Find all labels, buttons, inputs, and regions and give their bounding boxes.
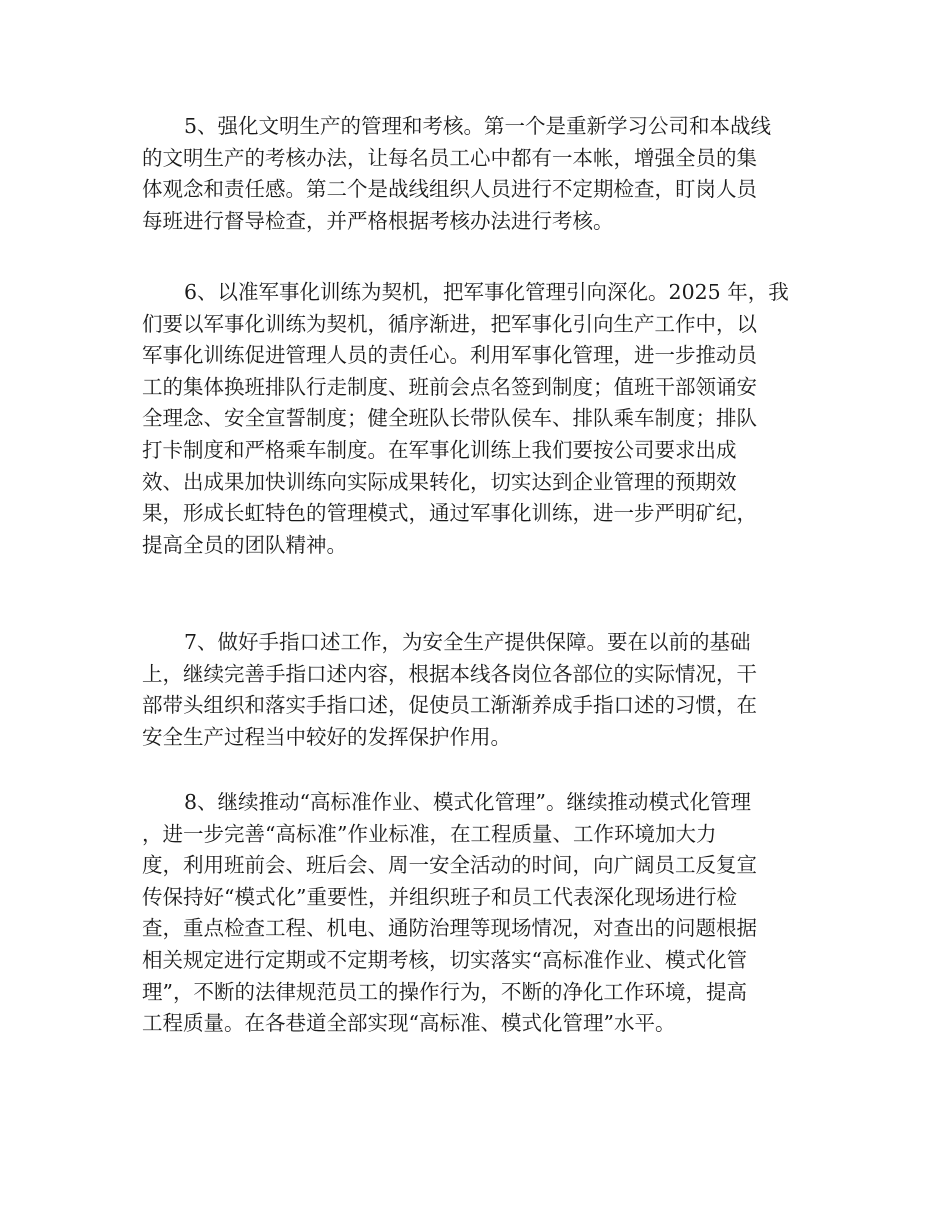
text-line: 打卡制度和严格乘车制度。在军事化训练上我们要按公司要求出成 <box>142 437 737 462</box>
text-line: 查，重点检查工程、机电、通防治理等现场情况，对查出的问题根据 <box>142 916 757 941</box>
text-line: 度，利用班前会、班后会、周一安全活动的时间，向广阔员工反复宣 <box>142 853 757 878</box>
text-line: 提高全员的团队精神。 <box>142 532 347 557</box>
text-line: 部带头组织和落实手指口述，促使员工渐渐养成手指口述的习惯，在 <box>142 693 757 718</box>
paragraph-7 <box>142 627 757 753</box>
text-line: 相关规定进行定期或不定期考核，切实落实“高标准作业、模式化管 <box>142 947 747 972</box>
paragraph-6 <box>142 277 789 561</box>
text-line: 每班进行督导检查，并严格根据考核办法进行考核。 <box>142 208 614 233</box>
text-line: 们要以军事化训练为契机，循序渐进，把军事化引向生产工作中，以 <box>142 311 757 336</box>
text-line: 工程质量。在各巷道全部实现“高标准、模式化管理”水平。 <box>142 1011 676 1036</box>
paragraph-5 <box>142 111 771 237</box>
text-line: 果，形成长虹特色的管理模式，通过军事化训练，进一步严明矿纪， <box>142 501 757 526</box>
text-line: 5、强化文明生产的管理和考核。第一个是重新学习公司和本战线 <box>184 114 772 138</box>
text-line: 体观念和责任感。第二个是战线组织人员进行不定期检查，盯岗人员 <box>142 177 757 202</box>
text-line: 军事化训练促进管理人员的责任心。利用军事化管理，进一步推动员 <box>142 343 757 368</box>
text-line: 传保持好“模式化”重要性，并组织班子和员工代表深化现场进行检 <box>142 884 737 909</box>
text-line: 理”，不断的法律规范员工的操作行为，不断的净化工作环境，提高 <box>142 979 747 1004</box>
text-line: 上，继续完善手指口述内容，根据本线各岗位各部位的实际情况，干 <box>142 661 757 686</box>
text-line: 全理念、安全宣誓制度；健全班队长带队侯车、排队乘车制度；排队 <box>142 406 757 431</box>
text-line: 的文明生产的考核办法，让每名员工心中都有一本帐，增强全员的集 <box>142 145 757 170</box>
text-line: 安全生产过程当中较好的发挥保护作用。 <box>142 724 511 749</box>
paragraph-8 <box>142 787 757 1040</box>
text-line: 8、继续推动“高标准作业、模式化管理”。继续推动模式化管理 <box>184 790 752 814</box>
text-line: 工的集体换班排队行走制度、班前会点名签到制度；值班干部领诵安 <box>142 374 757 399</box>
text-line: 效、出成果加快训练向实际成果转化，切实达到企业管理的预期效 <box>142 469 737 494</box>
text-line: ，进一步完善“高标准”作业标准，在工程质量、工作环境加大力 <box>142 821 717 846</box>
text-line: 6、以准军事化训练为契机，把军事化管理引向深化。2025 年，我 <box>184 280 789 304</box>
text-line: 7、做好手指口述工作，为安全生产提供保障。要在以前的基础 <box>184 630 751 654</box>
